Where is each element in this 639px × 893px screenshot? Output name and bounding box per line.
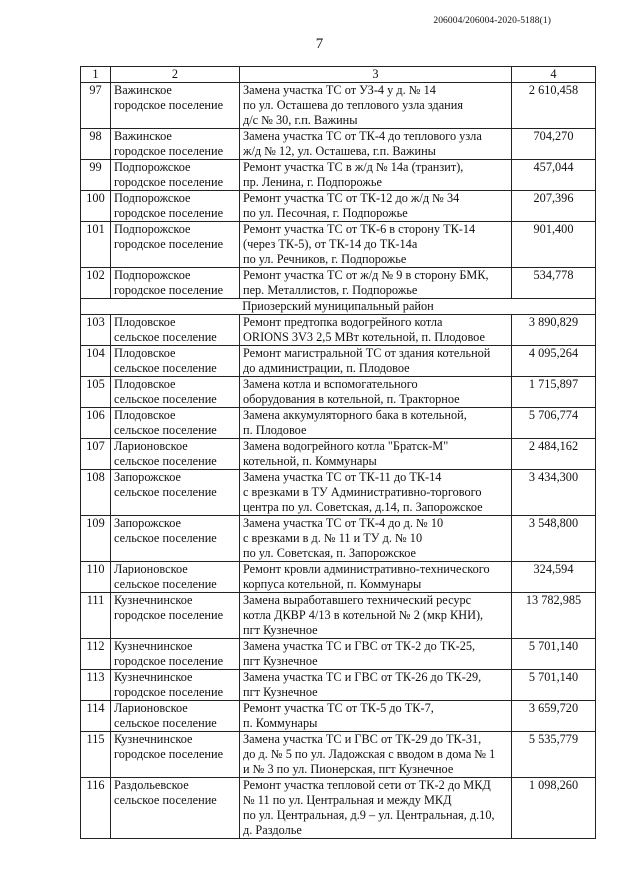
work-description-cell: Замена выработавшего технический ресурс котла ДКВР 4/13 в котельной № 2 (мкр КНИ), пгт Кузнечное [240,593,512,639]
row-number-cell: 104 [81,346,111,377]
settlement-cell: Подпорожское городское поселение [111,191,240,222]
row-number-cell: 109 [81,516,111,562]
table-body [81,67,596,839]
settlement-cell: Раздольевское сельское поселение [111,778,240,839]
table-row [81,315,596,346]
settlement-cell: Кузнечнинское городское поселение [111,670,240,701]
table-row [81,670,596,701]
settlement-cell: Ларионовское сельское поселение [111,701,240,732]
settlement-cell: Кузнечнинское городское поселение [111,593,240,639]
amount-cell: 3 548,800 [512,516,596,562]
row-number-cell: 112 [81,639,111,670]
amount-cell: 4 095,264 [512,346,596,377]
settlement-cell: Плодовское сельское поселение [111,377,240,408]
settlement-cell: Ларионовское сельское поселение [111,562,240,593]
settlement-cell: Подпорожское городское поселение [111,268,240,299]
column-header-4: 4 [512,67,596,83]
amount-cell: 3 434,300 [512,470,596,516]
section-row [81,299,596,315]
column-header-3: 3 [240,67,512,83]
settlement-cell: Кузнечнинское городское поселение [111,732,240,778]
row-number-cell: 100 [81,191,111,222]
row-number-cell: 108 [81,470,111,516]
table-header-row [81,67,596,83]
column-header-1: 1 [81,67,111,83]
table-row [81,268,596,299]
page-number: 7 [315,36,324,52]
table-row [81,129,596,160]
table-row [81,732,596,778]
work-description-cell: Замена водогрейного котла "Братск-М" котельной, п. Коммунары [240,439,512,470]
table-row [81,516,596,562]
table-row [81,191,596,222]
work-description-cell: Ремонт участка ТС от ТК-5 до ТК-7, п. Коммунары [240,701,512,732]
work-description-cell: Ремонт предтопка водогрейного котла ORIONS 3V3 2,5 МВт котельной, п. Плодовое [240,315,512,346]
table-row [81,222,596,268]
amount-cell: 534,778 [512,268,596,299]
work-description-cell: Замена участка ТС и ГВС от ТК-2 до ТК-25, пгт Кузнечное [240,639,512,670]
amount-cell: 1 715,897 [512,377,596,408]
work-description-cell: Замена участка ТС и ГВС от ТК-29 до ТК-31, до д. № 5 по ул. Ладожская с вводом в дома № 1 и № 3 по ул. Пионерская, пгт Кузнечное [240,732,512,778]
settlement-cell: Запорожское сельское поселение [111,516,240,562]
row-number-cell: 98 [81,129,111,160]
amount-cell: 1 098,260 [512,778,596,839]
amount-cell: 3 659,720 [512,701,596,732]
work-description-cell: Ремонт участка ТС в ж/д № 14а (транзит), пр. Ленина, г. Подпорожье [240,160,512,191]
table-row [81,377,596,408]
row-number-cell: 116 [81,778,111,839]
amount-cell: 5 701,140 [512,670,596,701]
settlement-cell: Подпорожское городское поселение [111,160,240,191]
work-description-cell: Замена участка ТС и ГВС от ТК-26 до ТК-29, пгт Кузнечное [240,670,512,701]
table-row [81,408,596,439]
settlement-cell: Важинское городское поселение [111,83,240,129]
row-number-cell: 101 [81,222,111,268]
column-header-2: 2 [111,67,240,83]
amount-cell: 5 535,779 [512,732,596,778]
table-row [81,439,596,470]
table-row [81,593,596,639]
amount-cell: 5 706,774 [512,408,596,439]
settlement-cell: Плодовское сельское поселение [111,346,240,377]
row-number-cell: 103 [81,315,111,346]
amount-cell: 2 610,458 [512,83,596,129]
works-table [80,66,596,839]
table-row [81,346,596,377]
table-row [81,562,596,593]
amount-cell: 13 782,985 [512,593,596,639]
row-number-cell: 99 [81,160,111,191]
amount-cell: 901,400 [512,222,596,268]
work-description-cell: Замена участка ТС от ТК-4 до теплового узла ж/д № 12, ул. Осташева, г.п. Важины [240,129,512,160]
work-description-cell: Ремонт участка ТС от ТК-12 до ж/д № 34 по ул. Песочная, г. Подпорожье [240,191,512,222]
settlement-cell: Плодовское сельское поселение [111,315,240,346]
row-number-cell: 114 [81,701,111,732]
work-description-cell: Замена участка ТС от УЗ-4 у д. № 14 по ул. Осташева до теплового узла здания д/с № 30, г.п. Важины [240,83,512,129]
work-description-cell: Ремонт участка ТС от ТК-6 в сторону ТК-14 (через ТК-5), от ТК-14 до ТК-14а по ул. Речников, г. Подпорожье [240,222,512,268]
table-row [81,470,596,516]
settlement-cell: Кузнечнинское городское поселение [111,639,240,670]
row-number-cell: 110 [81,562,111,593]
section-title: Приозерский муниципальный район [81,299,596,315]
row-number-cell: 102 [81,268,111,299]
row-number-cell: 111 [81,593,111,639]
row-number-cell: 106 [81,408,111,439]
work-description-cell: Замена участка ТС от ТК-11 до ТК-14 с врезками в ТУ Административно-торгового центра по ул. Советская, д.14, п. Запорожское [240,470,512,516]
work-description-cell: Ремонт кровли административно-технического корпуса котельной, п. Коммунары [240,562,512,593]
amount-cell: 457,044 [512,160,596,191]
row-number-cell: 115 [81,732,111,778]
document-code: 206004/206004-2020-5188(1) [433,16,551,26]
settlement-cell: Важинское городское поселение [111,129,240,160]
amount-cell: 704,270 [512,129,596,160]
row-number-cell: 97 [81,83,111,129]
work-description-cell: Замена аккумуляторного бака в котельной, п. Плодовое [240,408,512,439]
amount-cell: 324,594 [512,562,596,593]
work-description-cell: Ремонт магистральной ТС от здания котельной до администрации, п. Плодовое [240,346,512,377]
amount-cell: 3 890,829 [512,315,596,346]
table-row [81,83,596,129]
row-number-cell: 113 [81,670,111,701]
settlement-cell: Плодовское сельское поселение [111,408,240,439]
table-row [81,701,596,732]
row-number-cell: 107 [81,439,111,470]
table-row [81,778,596,839]
settlement-cell: Запорожское сельское поселение [111,470,240,516]
settlement-cell: Ларионовское сельское поселение [111,439,240,470]
table-row [81,160,596,191]
amount-cell: 207,396 [512,191,596,222]
work-description-cell: Ремонт участка ТС от ж/д № 9 в сторону БМК, пер. Металлистов, г. Подпорожье [240,268,512,299]
work-description-cell: Ремонт участка тепловой сети от ТК-2 до МКД № 11 по ул. Центральная и между МКД по ул. Центральная, д.9 – ул. Центральная, д.10, д. Раздолье [240,778,512,839]
work-description-cell: Замена котла и вспомогательного оборудования в котельной, п. Тракторное [240,377,512,408]
table-row [81,639,596,670]
amount-cell: 2 484,162 [512,439,596,470]
row-number-cell: 105 [81,377,111,408]
settlement-cell: Подпорожское городское поселение [111,222,240,268]
amount-cell: 5 701,140 [512,639,596,670]
work-description-cell: Замена участка ТС от ТК-4 до д. № 10 с врезками в д. № 11 и ТУ д. № 10 по ул. Советская, п. Запорожское [240,516,512,562]
